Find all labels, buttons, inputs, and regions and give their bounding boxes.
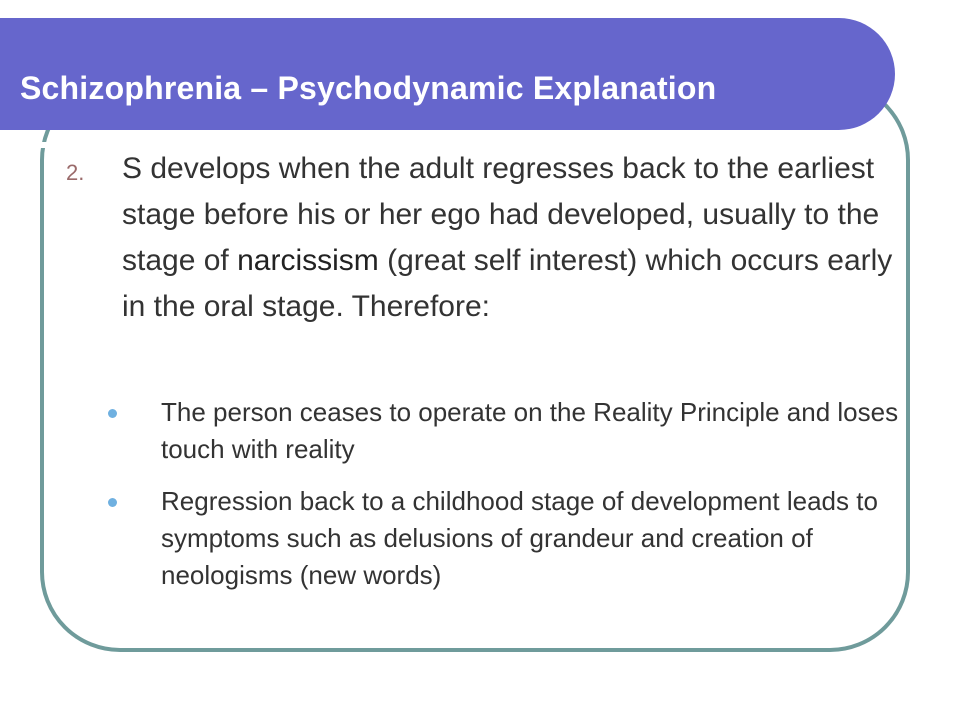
main-point-text-before: S develops when the adult regresses back to the earliest stage before his or her ego had developed, usually to the stage of — [122, 152, 880, 277]
sub-point-item — [104, 483, 904, 594]
title-bar — [0, 18, 895, 130]
sub-point-list — [104, 394, 904, 609]
sub-point-item — [104, 394, 904, 468]
slide-title: Schizophrenia – Psychodynamic Explanation — [20, 70, 717, 106]
main-point-number: 2. — [66, 160, 85, 185]
bullet-dot-icon — [108, 409, 117, 418]
bullet-dot-icon — [108, 498, 117, 507]
main-point-text — [122, 146, 902, 330]
main-point-text-after: (great self interest) which occurs early in the oral stage. Therefore: — [122, 244, 893, 323]
sub-point-text: The person ceases to operate on the Reality Principle and loses touch with reality — [161, 397, 899, 464]
main-point-keyword: narcissism — [237, 244, 379, 277]
sub-point-text: Regression back to a childhood stage of development leads to symptoms such as delusions of grandeur and creation of neologisms (new words) — [161, 486, 878, 590]
